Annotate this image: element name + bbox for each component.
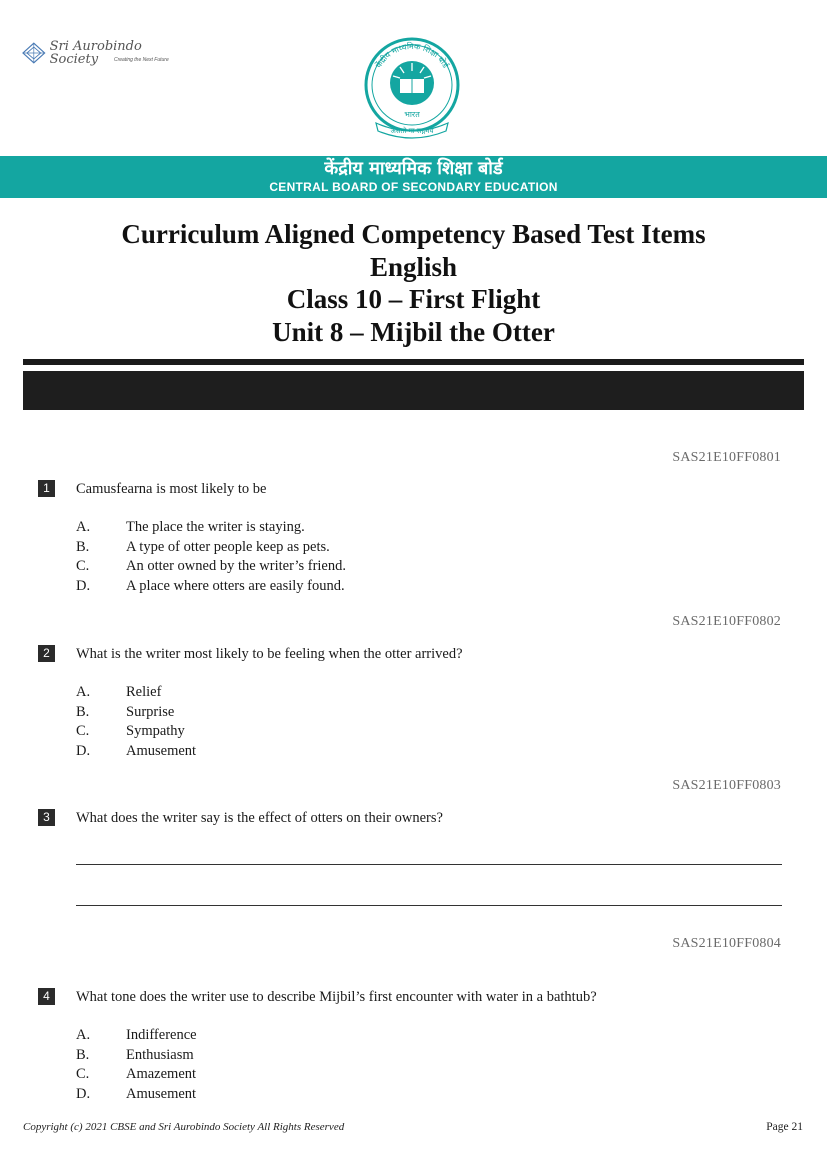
question-number: 4 <box>38 988 55 1005</box>
option-d[interactable]: D. Amusement <box>76 742 197 759</box>
option-list <box>76 683 196 761</box>
page-number: Page 21 <box>766 1121 803 1133</box>
option-a[interactable]: A. The place the writer is staying. <box>76 519 305 535</box>
title-line-1: Curriculum Aligned Competency Based Test Items <box>121 219 706 249</box>
option-a[interactable]: A. Relief <box>76 684 162 700</box>
option-d[interactable]: D. Amusement <box>76 1085 197 1102</box>
answer-line[interactable] <box>76 864 782 865</box>
title-class: Class 10 – First Flight <box>286 284 541 314</box>
section-bar <box>23 371 804 410</box>
sas-logo <box>22 38 192 68</box>
question-number: 2 <box>38 645 55 662</box>
sas-tagline: Creating the Next Future <box>114 57 169 63</box>
question-text: What does the writer say is the effect of otters on their owners? <box>76 810 443 826</box>
option-c[interactable]: C. Sympathy <box>76 723 185 739</box>
seal-mid-text: भारत <box>404 110 420 119</box>
question-text: What is the writer most likely to be feeling when the otter arrived? <box>76 646 463 662</box>
board-banner <box>0 156 827 198</box>
sas-name: Sri Aurobindo Society <box>49 39 142 67</box>
option-b[interactable]: B. Enthusiasm <box>76 1046 194 1063</box>
question-number: 3 <box>38 809 55 826</box>
title-subject: English <box>369 251 458 282</box>
question-text: What tone does the writer use to describe Mijbil’s first encounter with water in a bathtub? <box>76 989 597 1005</box>
seal-top-text: केंद्रीय माध्यमिक शिक्षा बोर्ड <box>374 41 451 70</box>
copyright-notice: Copyright (c) 2021 CBSE and Sri Aurobindo Society All Rights Reserved <box>23 1121 345 1133</box>
option-list <box>76 1026 197 1104</box>
option-b[interactable]: B. Surprise <box>76 703 175 720</box>
option-list <box>76 518 346 596</box>
question-text: Camusfearna is most likely to be <box>76 481 267 497</box>
option-d[interactable]: D. A place where otters are easily found. <box>76 577 345 594</box>
item-code: SAS21E10FF0802 <box>672 614 781 629</box>
title-unit: Unit 8 – Mijbil the Otter <box>272 316 555 347</box>
divider-rule <box>23 359 804 365</box>
cbse-seal <box>362 33 462 141</box>
page-title <box>0 218 827 348</box>
board-name-hindi: केंद्रीय माध्यमिक शिक्षा बोर्ड <box>324 158 503 179</box>
board-name-english: CENTRAL BOARD OF SECONDARY EDUCATION <box>269 180 558 194</box>
answer-line[interactable] <box>76 905 782 906</box>
option-a[interactable]: A. Indifference <box>76 1027 197 1043</box>
option-c[interactable]: C. An otter owned by the writer’s friend. <box>76 558 346 574</box>
item-code: SAS21E10FF0801 <box>672 450 781 465</box>
item-code: SAS21E10FF0804 <box>672 936 781 951</box>
option-b[interactable]: B. A type of otter people keep as pets. <box>76 538 330 555</box>
option-c[interactable]: C. Amazement <box>76 1066 197 1082</box>
item-code: SAS21E10FF0803 <box>672 778 781 793</box>
question-number: 1 <box>38 480 55 497</box>
seal-motto: असतो मा सद्गमय <box>390 127 434 135</box>
sas-emblem-icon <box>22 42 46 64</box>
